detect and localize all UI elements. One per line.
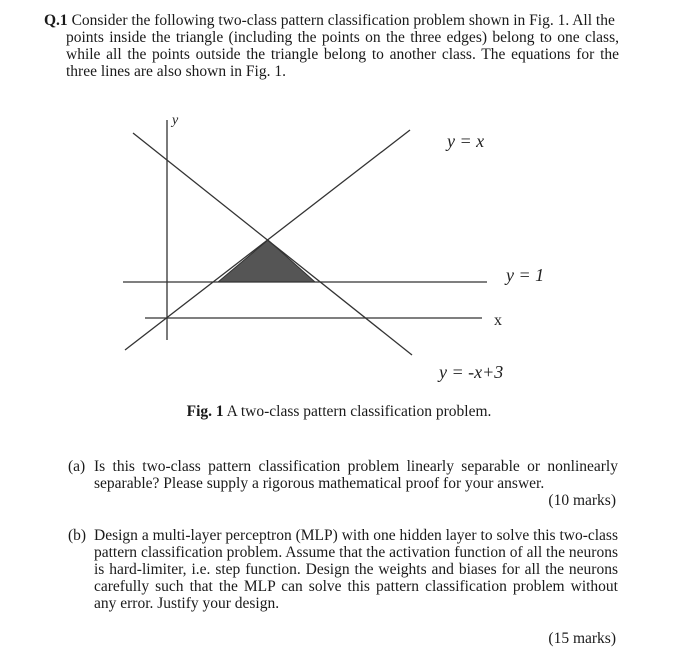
y-axis-label: y: [172, 113, 179, 128]
part-b-label: (b): [68, 527, 87, 544]
part-a-marks: (10 marks): [548, 492, 616, 509]
part-b-marks: (15 marks): [548, 630, 616, 647]
figure-caption-label: Fig. 1: [186, 403, 224, 420]
part-a-text: Is this two-class pattern classification problem linearly separable or nonlinearly separable? Please supply a rigorous mathematical proof for your answer.: [94, 458, 618, 492]
part-a-label: (a): [68, 458, 86, 475]
label-y-equals-1: y = 1: [506, 265, 545, 285]
question-body: points inside the triangle (including the points on the three edges) belong to one class, while all the points outside the triangle belong to another class. The equations for the three lines are also shown in Fig. 1.: [66, 29, 619, 80]
part-b-text: Design a multi-layer perceptron (MLP) with one hidden layer to solve this two-class pattern classification problem. Assume that the activation function of all the neurons is hard-limiter, i.e. step function. Design the weights and biases for all the neurons carefully such that the MLP can solve this pattern classification problem without any error. Justify your design.: [94, 527, 618, 612]
shaded-triangle: [218, 240, 315, 282]
label-y-equals-x: y = x: [447, 131, 485, 151]
label-y-equals-neg-x-plus-3: y = -x+3: [439, 362, 504, 382]
line-y-equals-neg-x-plus-3: [133, 133, 412, 355]
x-axis-label: x: [494, 312, 502, 329]
question-number: Q.1: [44, 12, 68, 29]
figure-caption-text: A two-class pattern classification problem.: [223, 403, 492, 420]
part-b: [68, 527, 618, 612]
figure-caption: [0, 403, 678, 420]
part-a: [68, 458, 618, 492]
question-line1: Consider the following two-class pattern classification problem shown in Fig. 1. All the: [71, 12, 615, 29]
